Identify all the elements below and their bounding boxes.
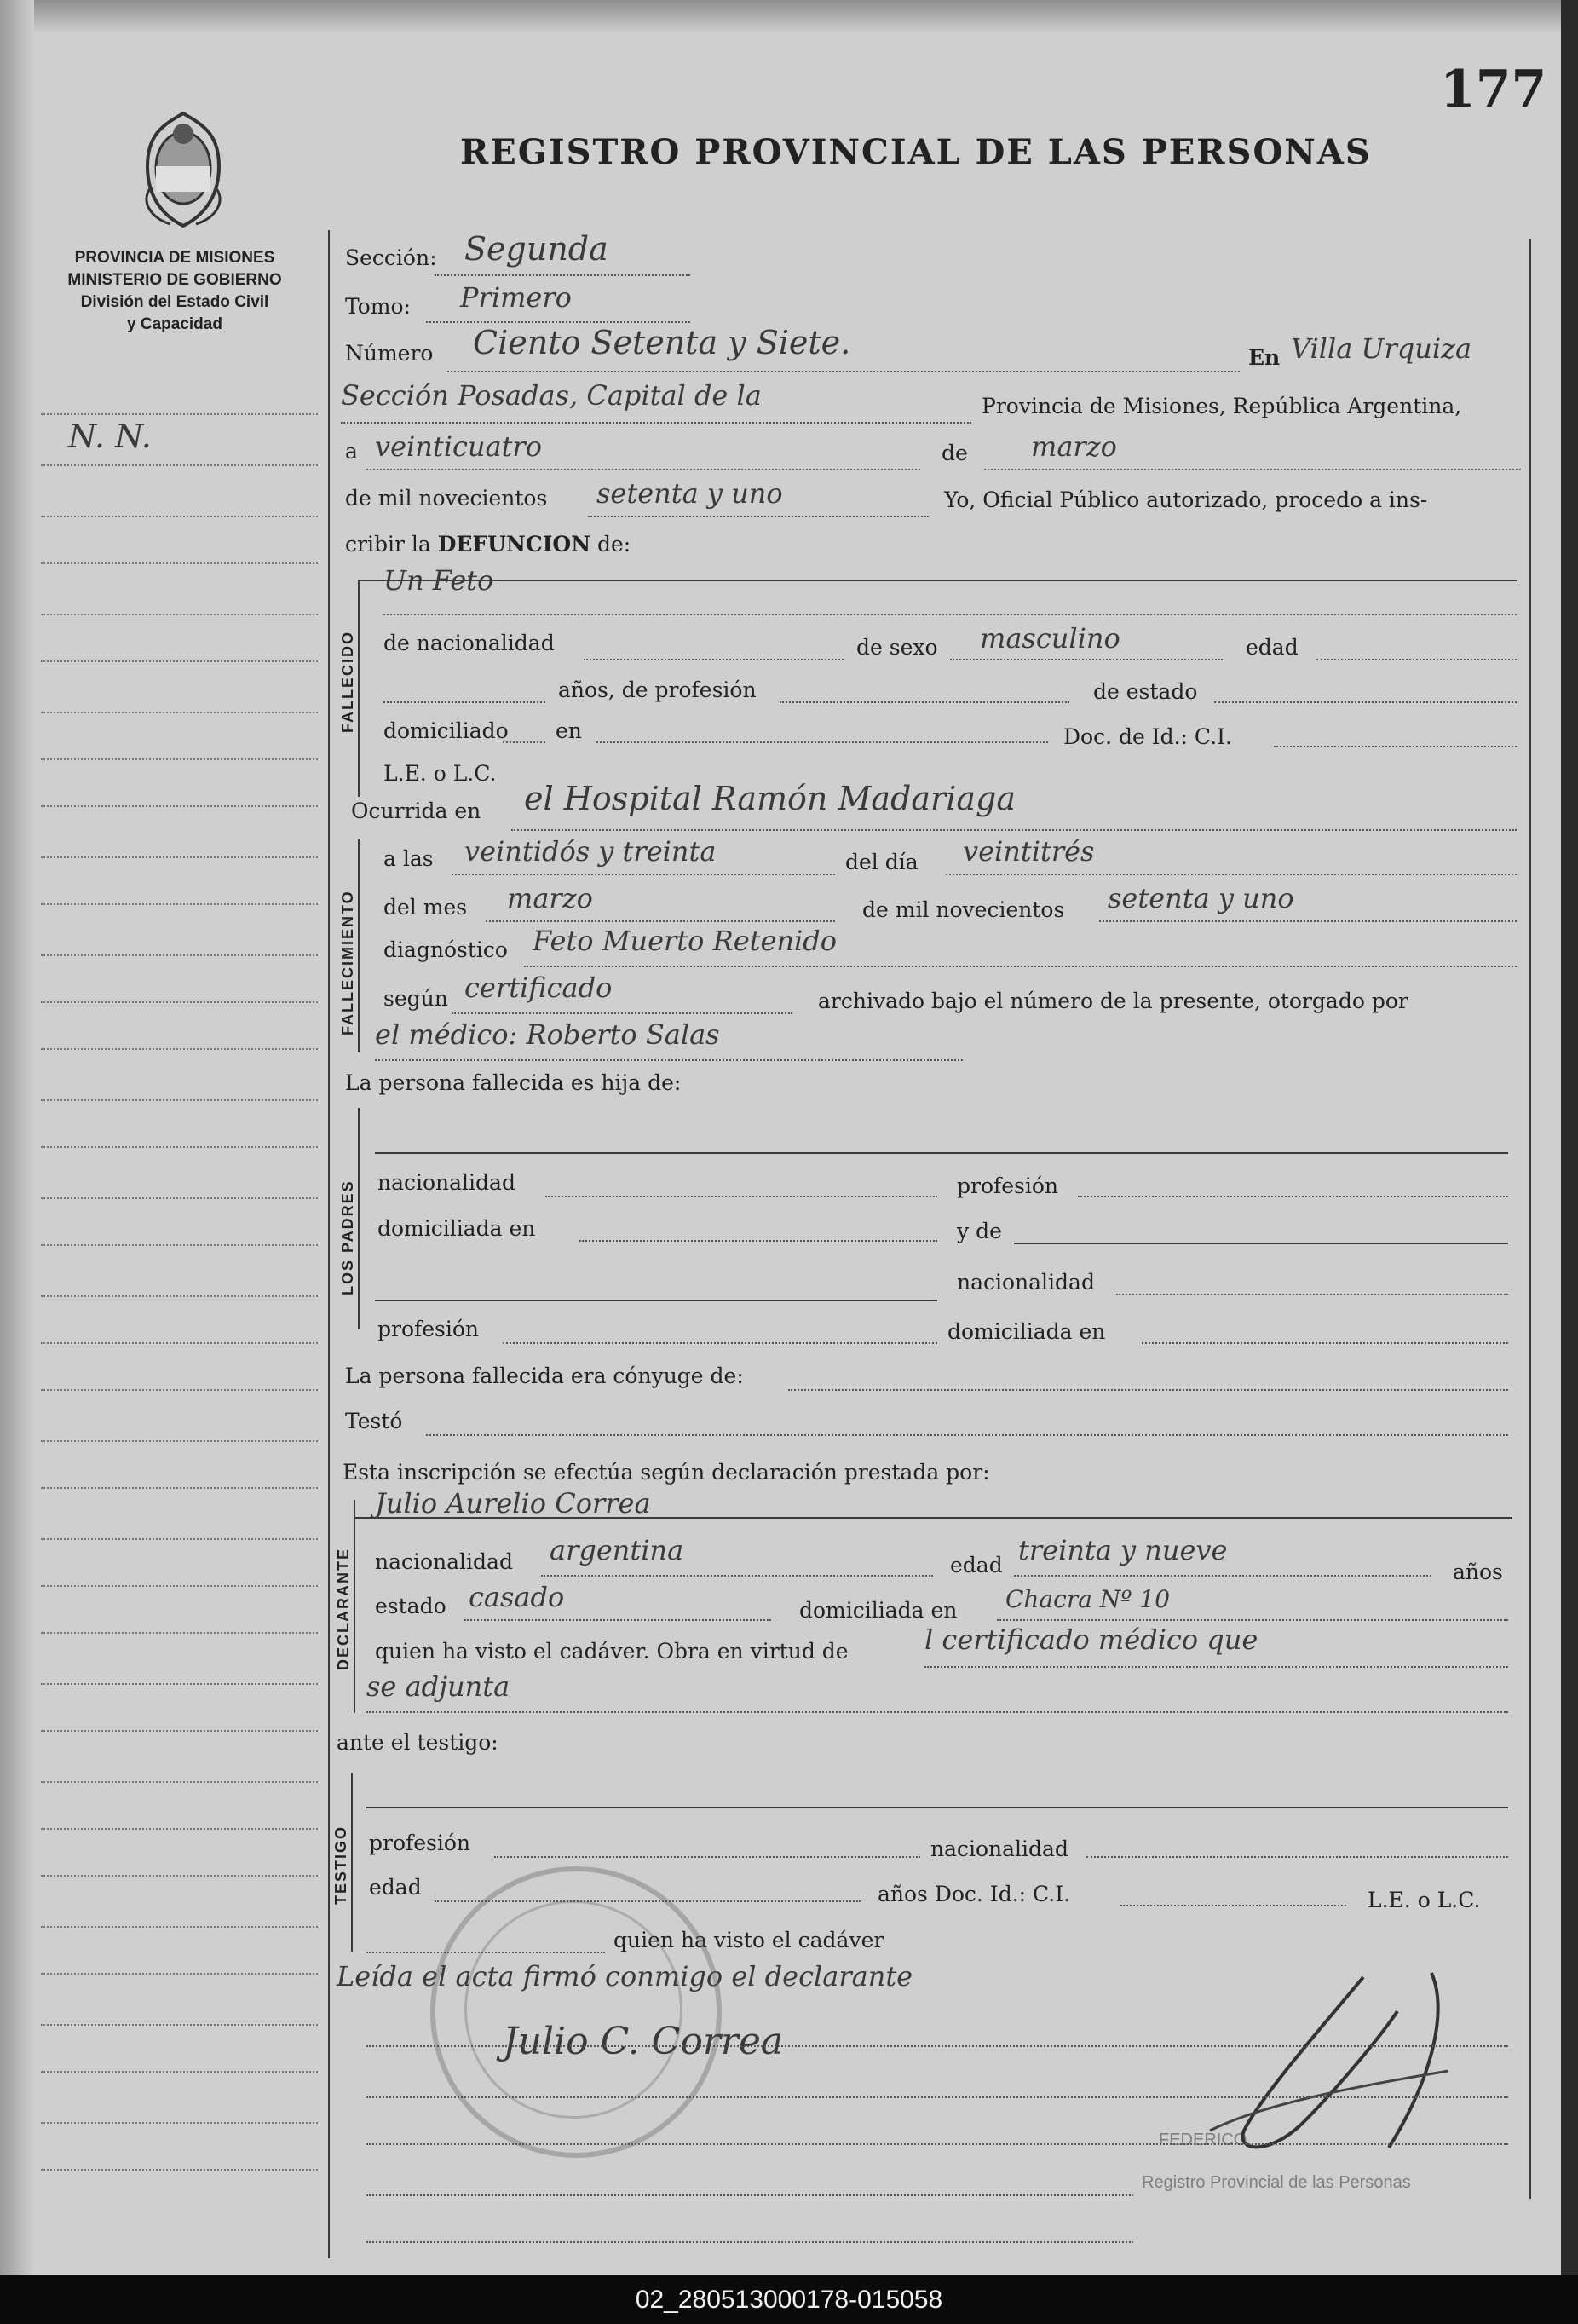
page-number: 177: [1440, 60, 1547, 119]
underline: [1099, 920, 1517, 922]
dia-value: veinticuatro: [375, 430, 542, 463]
issuer-ministry: MINISTERIO DE GOBIERNO: [67, 271, 282, 289]
testigo-le-lc-label: L.E. o L.C.: [1368, 1888, 1481, 1912]
padre-domiciliada-label: domiciliada en: [377, 1216, 536, 1241]
a-las-label: a las: [383, 846, 434, 871]
margin-line: [41, 516, 318, 517]
margin-line: [41, 2024, 318, 2026]
madre-nacionalidad-label: nacionalidad: [957, 1270, 1095, 1295]
quien-ha-visto-label: quien ha visto el cadáver. Obra en virtud de: [375, 1639, 849, 1664]
le-lc-label: L.E. o L.C.: [383, 761, 497, 786]
declarante-domicilio-value: Chacra Nº 10: [1005, 1585, 1171, 1613]
margin-line: [41, 1295, 318, 1297]
sexo-label: de sexo: [856, 635, 938, 660]
margin-line: [41, 1146, 318, 1148]
cribir-label: [345, 532, 631, 556]
hija-de-label: La persona fallecida es hija de:: [345, 1070, 682, 1095]
margin-line: [41, 413, 318, 415]
lugar-fallec-value: el Hospital Ramón Madariaga: [524, 780, 1016, 817]
margin-line: [41, 1926, 318, 1928]
mes-fallec-value: marzo: [507, 882, 593, 914]
de-label: de: [942, 441, 968, 465]
margin-line: [41, 758, 318, 760]
underline: [464, 1619, 771, 1621]
numero-value: Ciento Setenta y Siete.: [473, 324, 851, 361]
coat-of-arms-icon: [132, 107, 234, 234]
diagnostico-value: Feto Muerto Retenido: [533, 925, 838, 957]
segun-label: según: [383, 986, 448, 1011]
underline: [486, 920, 835, 922]
declarante-vertical-label: DECLARANTE: [335, 1548, 352, 1670]
underline: [511, 829, 1517, 831]
diagnostico-label: diagnóstico: [383, 937, 508, 962]
underline: [366, 2143, 1508, 2145]
segun-value: certificado: [464, 972, 613, 1004]
ante-testigo-label: ante el testigo:: [337, 1730, 498, 1755]
del-mes-label: del mes: [383, 895, 468, 920]
underline: [584, 659, 844, 660]
testo-label: Testó: [345, 1409, 403, 1433]
declarante-bracket: [354, 1500, 355, 1713]
hora-value: veintidós y treinta: [464, 835, 717, 868]
margin-line: [41, 1828, 318, 1830]
fallecimiento-bracket: [358, 839, 360, 1052]
underline: [452, 1012, 792, 1014]
underline: [596, 741, 1048, 743]
cribir-text: cribir la: [345, 532, 438, 556]
underline: [383, 701, 545, 703]
domiciliado-label: domiciliado: [383, 718, 509, 743]
margin-line: [41, 1585, 318, 1587]
nombre-value: Un Feto: [383, 564, 494, 597]
right-border: [1529, 239, 1531, 2199]
padre-profesion-label: profesión: [957, 1174, 1059, 1198]
underline: [366, 2096, 1508, 2098]
issuer-block: [30, 247, 320, 336]
doc-id-label: Doc. de Id.: C.I.: [1063, 724, 1232, 749]
margin-line: [41, 2071, 318, 2073]
underline: [447, 371, 1240, 372]
fallecido-bracket: [358, 580, 360, 797]
anio-fallec-value: setenta y uno: [1108, 882, 1294, 914]
numero-label: Número: [345, 341, 434, 366]
a-label: a: [345, 439, 358, 464]
declarante-anos-label: años: [1453, 1560, 1503, 1584]
edad-label: edad: [1246, 635, 1299, 660]
padre-nacionalidad-label: nacionalidad: [377, 1170, 515, 1195]
seccion-value: Segunda: [464, 230, 608, 268]
del-dia-label: del día: [845, 850, 919, 874]
stamp-office-text: Registro Provincial de las Personas: [1142, 2173, 1411, 2192]
declarante-nacionalidad-value: argentina: [550, 1534, 684, 1566]
mes-value: marzo: [1031, 430, 1117, 463]
declarante-estado-value: casado: [469, 1581, 565, 1613]
testigo-nacionalidad-label: nacionalidad: [930, 1837, 1068, 1861]
page-shadow-left: [0, 0, 34, 2275]
underline: [997, 1619, 1508, 1621]
dia-fallec-value: veintitrés: [963, 835, 1095, 868]
margin-line: [41, 1875, 318, 1877]
margin-line: [41, 1538, 318, 1540]
ocurrida-label: Ocurrida en: [351, 799, 481, 823]
underline: [1274, 746, 1517, 747]
declarante-edad-label: edad: [950, 1553, 1003, 1577]
image-caption: 02_280513000178-015058: [0, 2275, 1578, 2324]
underline: [1120, 1905, 1346, 1906]
inscripcion-label: Esta inscripción se efectúa según declaración prestada por:: [343, 1460, 990, 1485]
underline: [366, 1711, 1508, 1713]
margin-line: [41, 1781, 318, 1783]
virtud-value: l certificado médico que: [924, 1623, 1258, 1656]
margin-line: [41, 1001, 318, 1003]
underline: [426, 321, 690, 323]
margin-line: [41, 1099, 318, 1101]
en-domicilio-label: en: [556, 718, 582, 743]
fallecido-top-line: [358, 580, 1517, 581]
underline: [341, 422, 971, 424]
testigo-edad-label: edad: [369, 1875, 422, 1900]
fallecido-vertical-label: FALLECIDO: [339, 631, 356, 733]
underline: [1014, 1575, 1431, 1577]
underline: [1214, 701, 1517, 703]
tomo-label: Tomo:: [345, 294, 411, 319]
margin-line: [41, 562, 318, 564]
fallecimiento-vertical-label: FALLECIMIENTO: [339, 890, 356, 1035]
underline: [452, 874, 835, 875]
y-de-label: y de: [957, 1219, 1002, 1243]
margin-note: N. N.: [68, 418, 152, 455]
en-value: Villa Urquiza: [1291, 332, 1472, 365]
margin-line: [41, 1048, 318, 1050]
testigo-quien-label: quien ha visto el cadáver: [613, 1928, 884, 1952]
madre-domiciliada-label: domiciliada en: [947, 1319, 1106, 1344]
underline: [366, 469, 920, 470]
testigo-bracket: [351, 1773, 353, 1952]
issuer-province: PROVINCIA DE MISIONES: [74, 249, 275, 267]
anos-profesion-label: años, de profesión: [558, 678, 757, 702]
madre-line: [1014, 1243, 1508, 1244]
defuncion-text: DEFUNCION: [437, 532, 591, 556]
issuer-capacity: y Capacidad: [127, 315, 222, 333]
underline: [1116, 1294, 1508, 1295]
margin-line: [41, 1244, 318, 1246]
margin-line: [41, 1342, 318, 1344]
leida-value: Leída el acta firmó conmigo el declarante: [337, 1960, 913, 1992]
underline: [435, 274, 690, 276]
underline: [950, 659, 1223, 660]
underline: [924, 1666, 1508, 1668]
margin-line: [41, 1973, 318, 1975]
madre-nacionalidad-line: [375, 1300, 937, 1301]
underline: [494, 1856, 920, 1858]
declarante-signature: Julio C. Correa: [503, 2020, 784, 2063]
padres-bracket: [358, 1108, 360, 1329]
underline: [588, 516, 929, 517]
underline: [1078, 1196, 1508, 1197]
underline: [579, 1240, 937, 1242]
testigo-anos-doc-label: años Doc. Id.: C.I.: [878, 1882, 1071, 1906]
page-shadow-top: [0, 0, 1578, 34]
madre-profesion-label: profesión: [377, 1317, 480, 1341]
lugar-cont-value: Sección Posadas, Capital de la: [341, 379, 762, 412]
sexo-value: masculino: [980, 622, 1120, 655]
margin-line: [41, 1440, 318, 1442]
underline: [788, 1389, 1508, 1391]
en-label: En: [1248, 345, 1281, 370]
margin-line: [41, 903, 318, 905]
tomo-value: Primero: [460, 281, 572, 314]
yo-oficial-label: Yo, Oficial Público autorizado, procedo a ins-: [944, 487, 1428, 512]
margin-line: [41, 805, 318, 807]
margin-line: [41, 464, 318, 466]
margin-line: [41, 614, 318, 615]
underline: [541, 1575, 933, 1577]
archivado-label: archivado bajo el número de la presente, otorgado por: [818, 989, 1408, 1013]
underline: [524, 966, 1517, 967]
underline: [366, 2194, 1133, 2196]
underline: [545, 1196, 937, 1197]
margin-line: [41, 2122, 318, 2124]
margin-divider: [328, 230, 330, 2258]
de-colon-text: de:: [590, 532, 631, 556]
margin-line: [41, 660, 318, 662]
margin-line: [41, 954, 318, 956]
underline: [1316, 659, 1517, 660]
padre-line: [375, 1152, 1508, 1154]
conyuge-label: La persona fallecida era cónyuge de:: [345, 1364, 744, 1388]
margin-line: [41, 1197, 318, 1199]
underline: [946, 874, 1517, 875]
declarante-estado-label: estado: [375, 1594, 446, 1618]
page-binding-edge: [1561, 0, 1578, 2275]
underline: [383, 614, 1517, 615]
de-mil-nov-label: de mil novecientos: [862, 897, 1065, 922]
underline: [1142, 1342, 1508, 1344]
underline: [1086, 1856, 1508, 1858]
margin-line: [41, 712, 318, 713]
underline: [780, 701, 1069, 703]
testigo-profesion-label: profesión: [369, 1831, 471, 1855]
medico-value: el médico: Roberto Salas: [375, 1018, 720, 1051]
margin-line: [41, 1683, 318, 1685]
testigo-name-line: [366, 1807, 1508, 1808]
stamp-name-text: FEDERICO: [1159, 2131, 1247, 2149]
mil-nov-label: de mil novecientos: [345, 486, 548, 510]
margin-line: [41, 1389, 318, 1391]
underline: [366, 2241, 1133, 2243]
provincia-label: Provincia de Misiones, República Argentina,: [982, 394, 1462, 418]
anio-value: setenta y uno: [596, 477, 783, 510]
document-title: REGISTRO PROVINCIAL DE LAS PERSONAS: [460, 132, 1372, 172]
issuer-division: División del Estado Civil: [80, 293, 269, 311]
virtud-cont-value: se adjunta: [366, 1670, 510, 1703]
seccion-label: Sección:: [345, 245, 437, 270]
underline: [503, 1342, 937, 1344]
underline: [503, 741, 545, 743]
declarante-nacionalidad-label: nacionalidad: [375, 1549, 513, 1574]
underline: [984, 469, 1521, 470]
nacionalidad-label: de nacionalidad: [383, 631, 555, 655]
underline: [375, 1059, 963, 1061]
margin-line: [41, 856, 318, 858]
estado-label: de estado: [1093, 679, 1198, 704]
underline: [426, 1434, 1508, 1436]
declarante-value: Julio Aurelio Correa: [375, 1487, 651, 1520]
declarante-edad-value: treinta y nueve: [1018, 1534, 1228, 1566]
official-seal-inner: [464, 1900, 682, 2119]
margin-line: [41, 1730, 318, 1732]
padres-vertical-label: LOS PADRES: [339, 1179, 356, 1295]
underline: [366, 2045, 1508, 2047]
margin-line: [41, 1487, 318, 1489]
margin-line: [41, 1632, 318, 1634]
declarante-domiciliada-label: domiciliada en: [799, 1598, 958, 1623]
margin-line: [41, 2169, 318, 2171]
testigo-vertical-label: TESTIGO: [332, 1825, 349, 1905]
